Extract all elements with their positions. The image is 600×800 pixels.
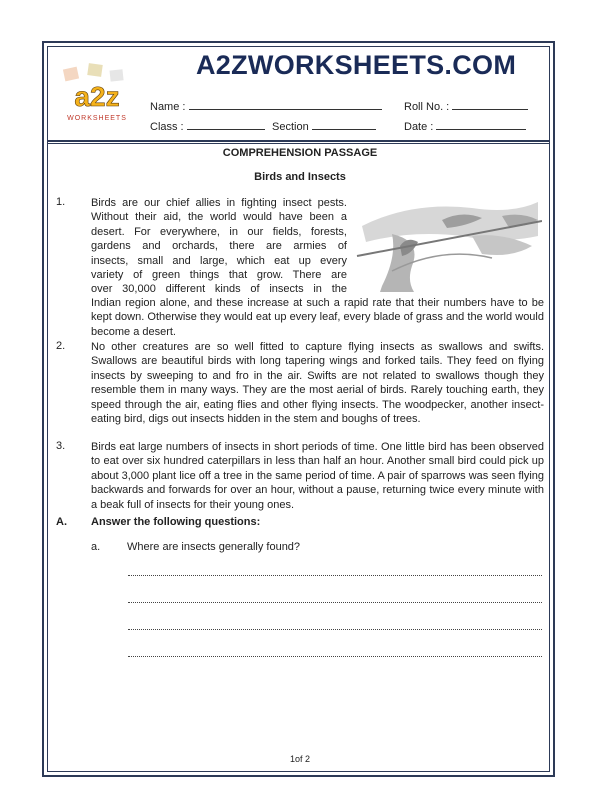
section-label: Section [272,121,309,133]
para-3-number: 3. [56,440,66,452]
section-a-letter: A. [56,516,67,528]
para-1-line-4: gardens and orchards, there are armies of [91,240,347,253]
date-blank[interactable] [436,119,526,130]
para-1-number: 1. [56,196,66,208]
logo-wordmark: a2z [74,81,120,112]
class-field[interactable] [150,119,265,133]
date-label: Date : [404,121,434,133]
roll-blank[interactable] [452,99,528,110]
answer-line[interactable] [128,629,542,630]
para-1-line-3: desert. For everywhere, in our fields, forests, [91,225,347,238]
name-label: Name : [150,101,186,113]
class-blank[interactable] [187,119,265,130]
section-a-heading: Answer the following questions: [91,516,261,528]
para-2-text: No other creatures are so well fitted to capture flying insects as swallows and swifts. Swallows are beautiful birds with long tapering wings and forked tails. They feed on flying insects by sweeping to and fro in the air. Swifts are not related to swallows though they resemble them in many ways. They are the most aerial of birds. Rarely touching earth, they speed through the air, eating flies and other flying insects. The woodpecker, another insect-eating bird, digs out insects hidden in the stem and boughs of trees. [91,341,544,426]
roll-label: Roll No. : [404,101,450,113]
para-1-line-1: Birds are our chief allies in fighting insect pests. [91,197,347,209]
para-1-top [91,196,347,297]
date-field[interactable] [404,119,526,133]
para-1-line-5: insects, small and large, which eat up every [91,254,347,267]
birds-illustration [352,196,542,292]
name-blank[interactable] [189,99,382,110]
worksheet-title: COMPREHENSION PASSAGE [222,147,378,159]
header-divider [47,140,550,142]
para-1-line-6: variety of green things that grow. There are [91,269,347,282]
logo-subtext: WORKSHEETS [67,115,127,122]
question-a-label: a. [91,541,101,553]
a2z-logo [58,62,136,124]
section-field[interactable] [272,119,376,133]
roll-field[interactable] [404,99,528,113]
answer-line[interactable] [128,656,542,657]
para-3-text: Birds eat large numbers of insects in short periods of time. One little bird has been observed to eat over six hundred caterpillars in less than half an hour. Another small bird could pick up about 3,000 plant lice off a tree in the same period of time. A pair of sparrows was seen flying backwards and forwards for over an hour, without a pause, returning twice every minute with a beak full of insects for their young ones. [91,441,544,511]
passage-title: Birds and Insects [254,171,346,183]
page-number: 1of 2 [289,754,311,764]
para-1-rest: Indian region alone, and these increase at such a rapid rate that their numbers have to be kept down. Otherwise they would eat up every leaf, every blade of grass and the world would become a desert. [91,297,544,338]
answer-line[interactable] [128,575,542,576]
name-field[interactable] [150,99,382,113]
answer-line[interactable] [128,602,542,603]
para-2-number: 2. [56,340,66,352]
header-divider-thin [47,143,550,144]
question-a-text: Where are insects generally found? [127,541,301,553]
section-blank[interactable] [312,119,376,130]
site-title: A2ZWORKSHEETS.COM [196,50,517,80]
class-label: Class : [150,121,184,133]
para-1-line-2: Without their aid, the world would have been a [91,211,347,224]
para-1-line-7: over 30,000 different kinds of insects in the [91,283,347,296]
